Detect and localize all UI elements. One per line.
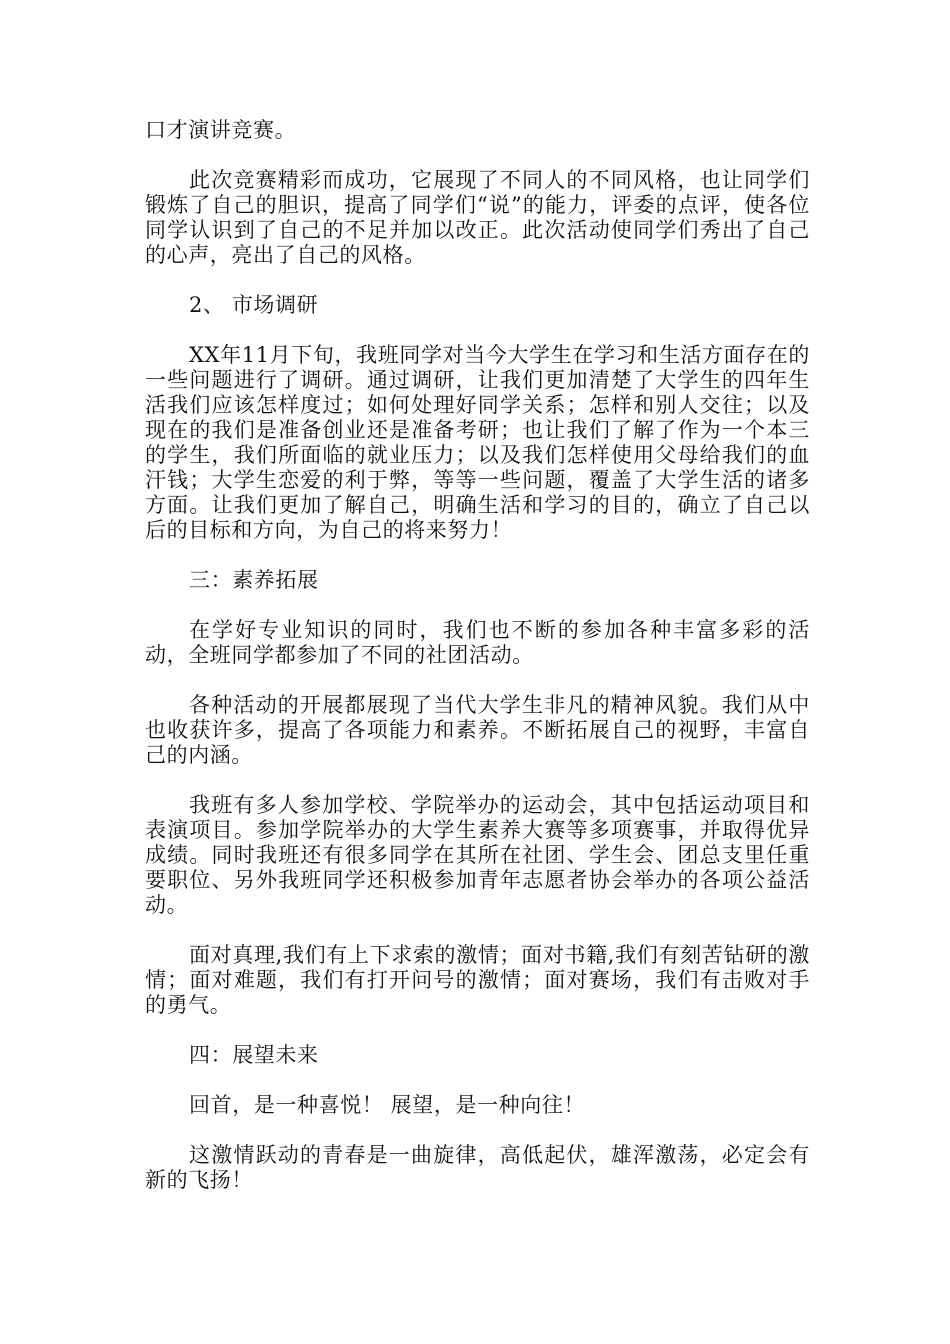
paragraph-activity-gains: 各种活动的开展都展现了当代大学生非凡的精神风貌。我们从中也收获许多，提高了各项能力和素养。不断拓展自己的视野，丰富自己的内涵。 <box>145 693 810 767</box>
paragraph-speech-contest-end: 口才演讲竞赛。 <box>145 118 297 142</box>
document-page <box>145 118 810 1218</box>
paragraph-contest-summary: 此次竞赛精彩而成功，它展现了不同人的不同风格，也让同学们锻炼了自己的胆识，提高了同学们“说”的能力，评委的点评，使各位同学认识到了自己的不足并加以改正。此次活动使同学们秀出了自己的心声，亮出了自己的风格。 <box>145 168 810 267</box>
paragraph-passion: 面对真理,我们有上下求索的激情；面对书籍,我们有刻苦钻研的激情；面对难题，我们有打开问号的激情；面对赛场，我们有击败对手的勇气。 <box>145 943 810 1017</box>
section-heading-future-outlook: 四：展望未来 <box>189 1043 319 1067</box>
paragraph-sports-and-events: 我班有多人参加学校、学院举办的运动会，其中包括运动项目和表演项目。参加学院举办的大学生素养大赛等多项赛事，并取得优异成绩。同时我班还有很多同学在其所在社团、学生会、团总支里任重要职位、另外我班同学还积极参加青年志愿者协会举办的各项公益活动。 <box>145 793 810 917</box>
paragraph-looking-back: 回首，是一种喜悦！ 展望，是一种向往！ <box>189 1093 586 1117</box>
paragraph-youth-melody: 这激情跃动的青春是一曲旋律，高低起伏，雄浑激荡，必定会有新的飞扬！ <box>145 1143 810 1192</box>
section-heading-market-research: 2、 市场调研 <box>189 293 319 317</box>
paragraph-club-activities: 在学好专业知识的同时，我们也不断的参加各种丰富多彩的活动，全班同学都参加了不同的社团活动。 <box>145 618 810 667</box>
paragraph-market-research: XX年11月下旬，我班同学对当今大学生在学习和生活方面存在的一些问题进行了调研。通过调研，让我们更加清楚了大学生的四年生活我们应该怎样度过；如何处理好同学关系；怎样和别人交往；以及现在的我们是准备创业还是准备考研；也让我们了解了作为一个本三的学生，我们所面临的就业压力；以及我们怎样使用父母给我们的血汗钱；大学生恋爱的利于弊，等等一些问题，覆盖了大学生活的诸多方面。让我们更加了解自己，明确生活和学习的目的，确立了自己以后的目标和方向，为自己的将来努力！ <box>145 343 810 542</box>
section-heading-quality-expansion: 三：素养拓展 <box>189 568 319 592</box>
